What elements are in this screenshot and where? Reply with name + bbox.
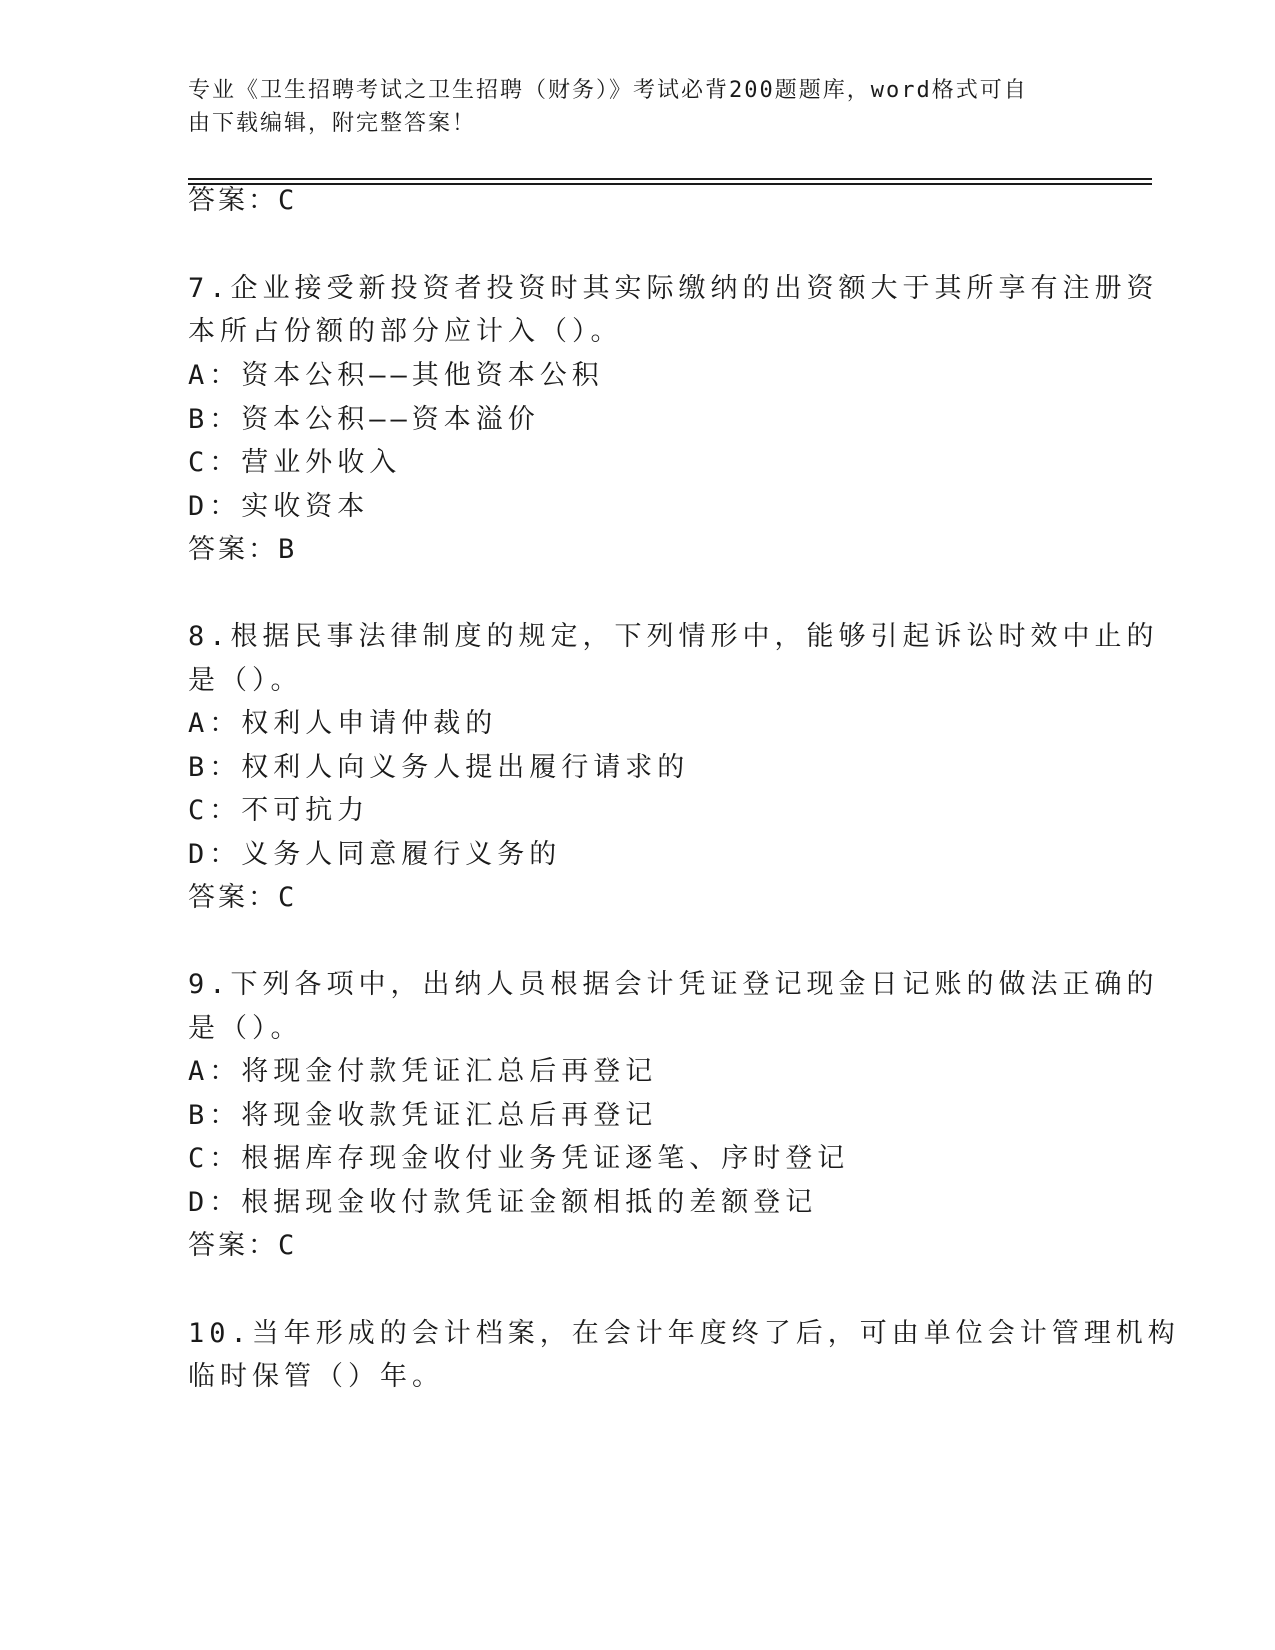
q7-stem-line-2: 本所占份额的部分应计入（）。 — [188, 316, 623, 347]
q9-option-b: B：将现金收款凭证汇总后再登记 — [188, 1100, 658, 1131]
header-line-2: 由下载编辑，附完整答案！ — [188, 111, 477, 136]
q7-option-c: C：营业外收入 — [188, 447, 402, 478]
q9-stem-line-2: 是（）。 — [188, 1013, 303, 1044]
header-rule-bottom — [188, 183, 1152, 185]
answer-q6: 答案：C — [188, 185, 298, 216]
document-header — [188, 74, 1068, 140]
q8-option-c: C：不可抗力 — [188, 795, 370, 826]
q9-stem-line-1: 9.下列各项中，出纳人员根据会计凭证登记现金日记账的做法正确的 — [188, 969, 1159, 1000]
q9-option-d: D：根据现金收付款凭证金额相抵的差额登记 — [188, 1187, 818, 1218]
q10-stem-line-1: 10.当年形成的会计档案，在会计年度终了后，可由单位会计管理机构 — [188, 1318, 1180, 1349]
header-rule-top — [188, 178, 1152, 180]
q8-option-a: A：权利人申请仲裁的 — [188, 708, 498, 739]
answer-q7: 答案：B — [188, 534, 298, 565]
q7-option-d: D：实收资本 — [188, 491, 370, 522]
q7-option-a: A：资本公积——其他资本公积 — [188, 360, 604, 391]
q8-option-d: D：义务人同意履行义务的 — [188, 839, 562, 870]
q9-option-c: C：根据库存现金收付业务凭证逐笔、序时登记 — [188, 1143, 850, 1174]
answer-q9: 答案：C — [188, 1230, 298, 1261]
q8-stem-line-2: 是（）。 — [188, 665, 303, 696]
q8-stem-line-1: 8.根据民事法律制度的规定，下列情形中，能够引起诉讼时效中止的 — [188, 621, 1159, 652]
q7-stem-line-1: 7.企业接受新投资者投资时其实际缴纳的出资额大于其所享有注册资 — [188, 273, 1159, 304]
header-line-1: 专业《卫生招聘考试之卫生招聘（财务）》考试必背200题题库，word格式可自 — [188, 78, 1028, 103]
q7-option-b: B：资本公积——资本溢价 — [188, 404, 540, 435]
answer-q8: 答案：C — [188, 882, 298, 913]
q10-stem-line-2: 临时保管（）年。 — [188, 1361, 444, 1392]
q9-option-a: A：将现金付款凭证汇总后再登记 — [188, 1056, 658, 1087]
q8-option-b: B：权利人向义务人提出履行请求的 — [188, 752, 690, 783]
